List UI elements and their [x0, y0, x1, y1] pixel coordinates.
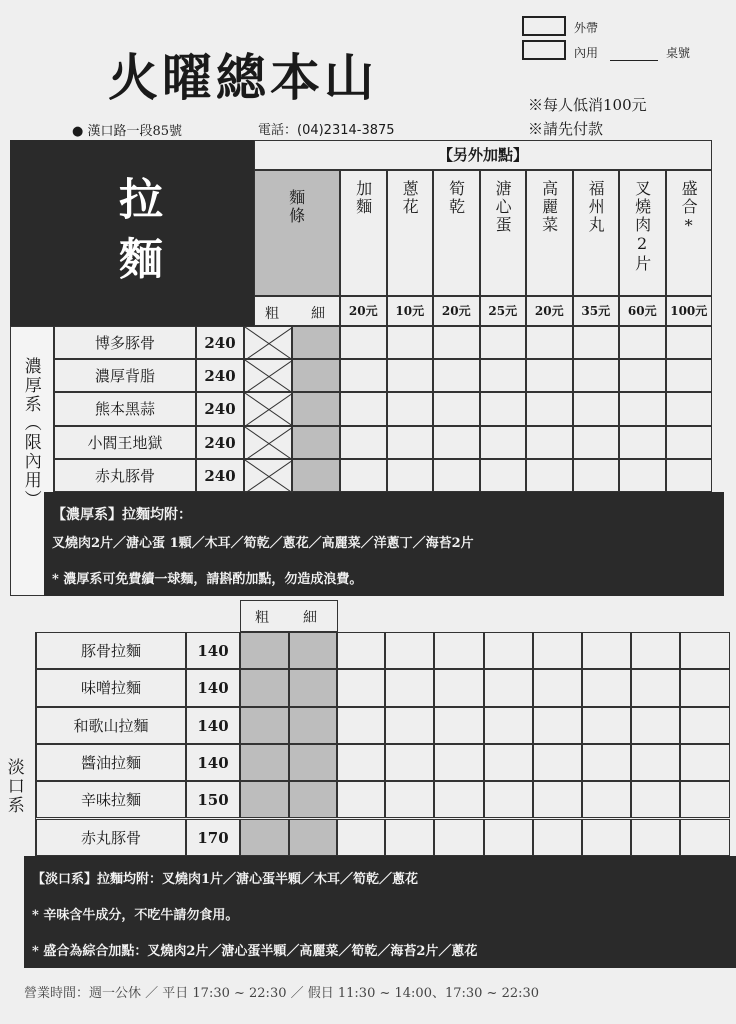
light-item-name: 辛味拉麵	[36, 781, 186, 818]
address: ● 漢口路一段85號	[72, 124, 183, 139]
extra-checkbox[interactable]	[573, 459, 620, 492]
extra-checkbox[interactable]	[340, 459, 387, 492]
light-item-name: 赤丸豚骨	[36, 819, 186, 856]
extra-checkbox[interactable]	[433, 392, 480, 425]
extra-checkbox[interactable]	[484, 707, 533, 744]
thick-thin-header	[254, 296, 340, 326]
extra-checkbox[interactable]	[573, 359, 620, 392]
extra-checkbox[interactable]	[526, 459, 573, 492]
thick-unavailable-box	[244, 326, 292, 359]
extra-checkbox[interactable]	[526, 392, 573, 425]
extra-checkbox[interactable]	[434, 819, 483, 856]
extra-checkbox[interactable]	[666, 392, 713, 425]
extra-checkbox[interactable]	[680, 819, 729, 856]
extra-checkbox[interactable]	[336, 707, 385, 744]
extra-checkbox[interactable]	[680, 707, 729, 744]
extra-checkbox[interactable]	[484, 669, 533, 706]
extra-checkbox[interactable]	[434, 781, 483, 818]
extra-item-name: 溏心蛋	[493, 180, 513, 234]
extra-checkbox[interactable]	[619, 426, 666, 459]
extra-checkbox[interactable]	[433, 426, 480, 459]
extra-checkbox[interactable]	[385, 781, 434, 818]
light-note-toppings: 【淡口系】拉麵均附：叉燒肉1片／溏心蛋半顆／木耳／筍乾／蔥花	[32, 872, 419, 887]
light-note-combo: * 盛合為綜合加點：叉燒肉2片／溏心蛋半顆／高麗菜／筍乾／海苔2片／蔥花	[32, 944, 478, 959]
extra-checkbox[interactable]	[336, 744, 385, 781]
phone: 電話：(04)2314-3875	[258, 123, 395, 138]
rich-category-label: 濃厚系︵限內用︶	[20, 357, 41, 509]
extra-checkbox[interactable]	[582, 632, 631, 669]
takeout-checkbox[interactable]	[522, 16, 566, 36]
extra-checkbox[interactable]	[434, 707, 483, 744]
extra-checkbox[interactable]	[484, 819, 533, 856]
extra-checkbox[interactable]	[484, 632, 533, 669]
noodle-label: 麵條	[286, 189, 306, 225]
extra-checkbox[interactable]	[533, 669, 582, 706]
extra-checkbox[interactable]	[526, 326, 573, 359]
thin-label: 細	[311, 306, 325, 322]
light-thick-thin-header	[240, 600, 338, 632]
extra-checkbox[interactable]	[680, 781, 729, 818]
rich-item-price: 240	[196, 392, 244, 425]
rich-item-price: 240	[196, 459, 244, 492]
light-item-price: 170	[186, 819, 240, 856]
extra-checkbox[interactable]	[385, 669, 434, 706]
extra-checkbox[interactable]	[573, 392, 620, 425]
rich-item-name: 濃厚背脂	[54, 359, 196, 392]
light-thick-label: 粗	[255, 610, 269, 626]
extra-checkbox[interactable]	[631, 632, 680, 669]
extra-checkbox[interactable]	[480, 392, 527, 425]
rich-item-name: 赤丸豚骨	[54, 459, 196, 492]
extra-item-name: 福州丸	[586, 180, 606, 234]
extra-checkbox[interactable]	[680, 632, 729, 669]
thin-noodle-checkbox[interactable]	[292, 359, 340, 392]
extra-checkbox[interactable]	[480, 359, 527, 392]
extra-item-name: 盛合*	[679, 180, 699, 237]
extra-item-price: 20元	[340, 296, 387, 326]
table-number-label: 桌號	[666, 46, 691, 60]
extra-item-name: 加麵	[353, 180, 373, 216]
thick-label: 粗	[265, 306, 279, 322]
light-item-price: 140	[186, 632, 240, 669]
extra-checkbox[interactable]	[433, 459, 480, 492]
extra-checkbox[interactable]	[666, 359, 713, 392]
extra-checkbox[interactable]	[484, 744, 533, 781]
thin-noodle-checkbox[interactable]	[289, 707, 338, 744]
thin-noodle-checkbox[interactable]	[289, 744, 338, 781]
light-item-name: 醬油拉麵	[36, 744, 186, 781]
extra-item-name: 叉燒肉2片	[632, 180, 652, 273]
extra-item-name: 筍乾	[446, 180, 466, 216]
table-number-field[interactable]	[610, 60, 658, 61]
extra-checkbox[interactable]	[434, 669, 483, 706]
extra-checkbox[interactable]	[582, 707, 631, 744]
thin-noodle-checkbox[interactable]	[289, 632, 338, 669]
takeout-label: 外帶	[574, 21, 599, 35]
extra-checkbox[interactable]	[480, 326, 527, 359]
rich-item-price: 240	[196, 359, 244, 392]
thick-unavailable-box	[244, 359, 292, 392]
extra-checkbox[interactable]	[582, 669, 631, 706]
extra-checkbox[interactable]	[666, 326, 713, 359]
light-item-price: 140	[186, 707, 240, 744]
extra-checkbox[interactable]	[385, 707, 434, 744]
extra-checkbox[interactable]	[340, 326, 387, 359]
ramen-label: 拉麵	[111, 176, 162, 296]
extra-checkbox[interactable]	[385, 632, 434, 669]
thin-noodle-checkbox[interactable]	[289, 819, 338, 856]
extra-checkbox[interactable]	[526, 426, 573, 459]
extra-item-price: 10元	[387, 296, 434, 326]
extra-checkbox[interactable]	[336, 632, 385, 669]
noodle-header	[254, 170, 340, 296]
light-item-name: 和歌山拉麵	[36, 707, 186, 744]
thin-noodle-checkbox[interactable]	[289, 669, 338, 706]
shop-title: 火曜總本山	[108, 48, 378, 107]
extra-checkbox[interactable]	[619, 359, 666, 392]
extra-checkbox[interactable]	[340, 426, 387, 459]
rich-note-title: 【濃厚系】拉麵均附：	[52, 507, 192, 523]
thick-noodle-checkbox[interactable]	[240, 632, 289, 669]
rich-note-toppings: 叉燒肉2片／溏心蛋 1顆／木耳／筍乾／蔥花／高麗菜／洋蔥丁／海苔2片	[52, 536, 474, 551]
ramen-banner	[10, 140, 254, 326]
dine-in-label: 內用	[574, 46, 599, 60]
min-charge-note: ※每人低消100元	[528, 96, 647, 114]
extra-checkbox[interactable]	[433, 359, 480, 392]
thick-noodle-checkbox[interactable]	[240, 781, 289, 818]
thin-noodle-checkbox[interactable]	[289, 781, 338, 818]
thick-noodle-checkbox[interactable]	[240, 669, 289, 706]
extra-checkbox[interactable]	[526, 359, 573, 392]
extra-checkbox[interactable]	[533, 632, 582, 669]
light-notes	[24, 856, 736, 968]
extra-item-price: 20元	[526, 296, 573, 326]
thin-noodle-checkbox[interactable]	[292, 326, 340, 359]
extra-checkbox[interactable]	[680, 669, 729, 706]
extra-checkbox[interactable]	[336, 669, 385, 706]
light-item-price: 140	[186, 744, 240, 781]
light-item-price: 140	[186, 669, 240, 706]
light-thin-label: 細	[303, 610, 317, 626]
extra-checkbox[interactable]	[680, 744, 729, 781]
extra-checkbox[interactable]	[631, 669, 680, 706]
rich-item-name: 博多豚骨	[54, 326, 196, 359]
extra-checkbox[interactable]	[533, 707, 582, 744]
extra-item-name: 蔥花	[400, 180, 420, 216]
extra-checkbox[interactable]	[619, 459, 666, 492]
extra-checkbox[interactable]	[573, 326, 620, 359]
extra-item-price: 100元	[666, 296, 713, 326]
pay-first-note: ※請先付款	[528, 120, 604, 138]
thick-unavailable-box	[244, 459, 292, 492]
extra-checkbox[interactable]	[480, 459, 527, 492]
extra-checkbox[interactable]	[631, 819, 680, 856]
extra-checkbox[interactable]	[387, 392, 434, 425]
dine-in-checkbox[interactable]	[522, 40, 566, 60]
extra-checkbox[interactable]	[533, 781, 582, 818]
thick-noodle-checkbox[interactable]	[240, 707, 289, 744]
extra-checkbox[interactable]	[666, 426, 713, 459]
thin-noodle-checkbox[interactable]	[292, 426, 340, 459]
extra-checkbox[interactable]	[434, 744, 483, 781]
rich-item-price: 240	[196, 326, 244, 359]
extras-heading: 【另外加點】	[254, 140, 712, 170]
thin-noodle-checkbox[interactable]	[292, 459, 340, 492]
extra-checkbox[interactable]	[340, 392, 387, 425]
extra-item-name: 高麗菜	[539, 180, 559, 234]
extra-item-price: 35元	[573, 296, 620, 326]
extra-checkbox[interactable]	[336, 819, 385, 856]
extra-checkbox[interactable]	[385, 819, 434, 856]
rich-item-name: 小閻王地獄	[54, 426, 196, 459]
extra-checkbox[interactable]	[582, 744, 631, 781]
extra-checkbox[interactable]	[666, 459, 713, 492]
rich-note-refill: * 濃厚系可免費續一球麵，請斟酌加點，勿造成浪費。	[52, 572, 363, 587]
extra-checkbox[interactable]	[340, 359, 387, 392]
thick-unavailable-box	[244, 392, 292, 425]
extra-checkbox[interactable]	[336, 781, 385, 818]
extra-checkbox[interactable]	[631, 744, 680, 781]
thick-unavailable-box	[244, 426, 292, 459]
extra-checkbox[interactable]	[582, 781, 631, 818]
extra-checkbox[interactable]	[387, 459, 434, 492]
extra-checkbox[interactable]	[573, 426, 620, 459]
extra-item-price: 25元	[480, 296, 527, 326]
light-note-beef: * 辛味含牛成分，不吃牛請勿食用。	[32, 908, 239, 923]
light-category	[0, 632, 36, 856]
rich-notes	[44, 492, 724, 596]
extra-checkbox[interactable]	[385, 744, 434, 781]
light-category-label: 淡口系	[3, 758, 24, 815]
extra-checkbox[interactable]	[433, 326, 480, 359]
extra-checkbox[interactable]	[582, 819, 631, 856]
rich-item-price: 240	[196, 426, 244, 459]
light-item-name: 味噌拉麵	[36, 669, 186, 706]
extra-item-price: 60元	[619, 296, 666, 326]
extra-checkbox[interactable]	[484, 781, 533, 818]
light-item-name: 豚骨拉麵	[36, 632, 186, 669]
extra-checkbox[interactable]	[387, 426, 434, 459]
extra-checkbox[interactable]	[631, 707, 680, 744]
extra-checkbox[interactable]	[533, 819, 582, 856]
extra-checkbox[interactable]	[434, 632, 483, 669]
extra-checkbox[interactable]	[631, 781, 680, 818]
thin-noodle-checkbox[interactable]	[292, 392, 340, 425]
extra-checkbox[interactable]	[480, 426, 527, 459]
extra-checkbox[interactable]	[387, 359, 434, 392]
extra-checkbox[interactable]	[387, 326, 434, 359]
rich-item-name: 熊本黑蒜	[54, 392, 196, 425]
thick-noodle-checkbox[interactable]	[240, 819, 289, 856]
extra-checkbox[interactable]	[619, 326, 666, 359]
extra-item-price: 20元	[433, 296, 480, 326]
extra-checkbox[interactable]	[619, 392, 666, 425]
business-hours: 營業時間：週一公休 ／ 平日 17:30 ~ 22:30 ／ 假日 11:30 ~ 14:00、17:30 ~ 22:30	[24, 986, 540, 1001]
light-item-price: 150	[186, 781, 240, 818]
extra-checkbox[interactable]	[533, 744, 582, 781]
thick-noodle-checkbox[interactable]	[240, 744, 289, 781]
